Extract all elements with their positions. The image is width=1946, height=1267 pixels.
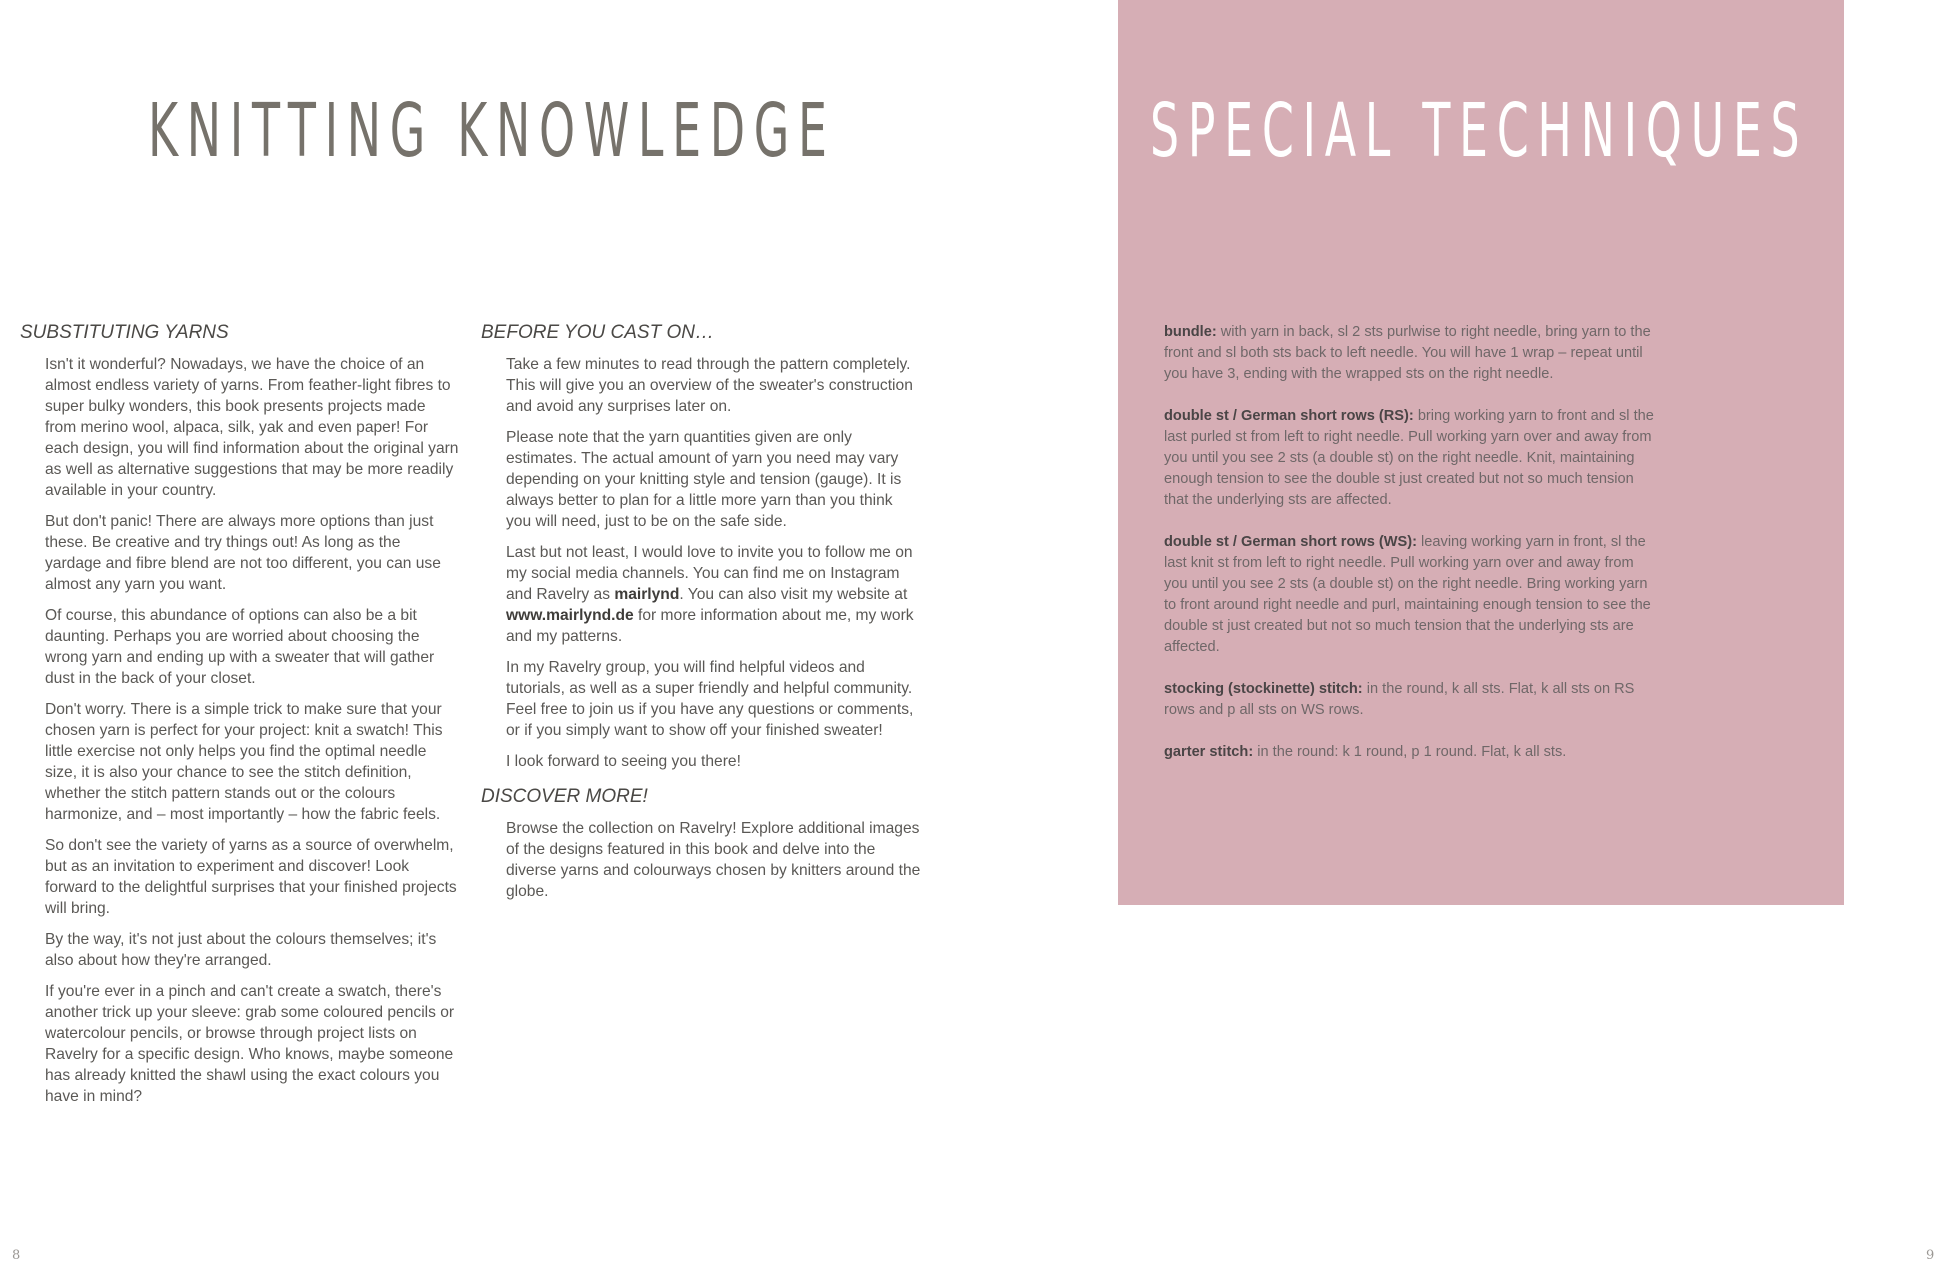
- contact-text: for more information about me, my work and my patterns.: [506, 607, 914, 645]
- paragraph: By the way, it's not just about the colours themselves; it's also about how they're arranged.: [45, 931, 437, 969]
- definition-item: [1164, 679, 1654, 721]
- paragraph: I look forward to seeing you there!: [506, 753, 741, 770]
- definition-term: stocking (stockinette) stitch:: [1164, 681, 1363, 697]
- paragraph: But don't panic! There are always more options than just these. Be creative and try things out! As long as the yardage and fibre blend are not too different, you can use almost any yarn you want.: [45, 513, 441, 593]
- section-heading: BEFORE YOU CAST ON…: [481, 322, 714, 343]
- special-techniques-panel: [1118, 0, 1844, 905]
- definition-text: leaving working yarn in front, sl the last knit st from left to right needle. Pull working yarn over and away from you until you see 2 sts (a double st) on the right needle. Bring working yarn to front around right needle and purl, maintaining enough tension to see the double st just created but not so much tension that the underlying sts are affected.: [1164, 534, 1651, 655]
- definition-item: [1164, 322, 1654, 385]
- contact-text: Last but not least, I would love to invite you to follow me on my social media channels. You can find me on Instagram and Ravelry as: [506, 544, 913, 603]
- column-before-you-cast-on: [481, 322, 921, 912]
- paragraph: Isn't it wonderful? Nowadays, we have the choice of an almost endless variety of yarns. From feather-light fibres to super bulky wonders, this book presents projects made from merino wool, alpaca, silk, yak and even paper! For each design, you will find information about the original yarn as well as alternative suggestions that may be more readily available in your country.: [45, 356, 459, 499]
- definition-item: [1164, 406, 1654, 511]
- paragraph: Of course, this abundance of options can also be a bit daunting. Perhaps you are worried about choosing the wrong yarn and ending up with a sweater that will gather dust in the back of your closet.: [45, 607, 435, 687]
- paragraph: In my Ravelry group, you will find helpful videos and tutorials, as well as a super friendly and helpful community. Feel free to join us if you have any questions or comments, or if you simply want to show off your finished sweater!: [506, 659, 914, 739]
- contact-text: . You can also visit my website at: [679, 586, 908, 603]
- paragraph: If you're ever in a pinch and can't create a swatch, there's another trick up your sleeve: grab some coloured pencils or watercolour pencils, or browse through project lists on Ravelry for a specific design. Who knows, maybe someone has already knitted the shawl using the exact colours you have in mind?: [45, 983, 455, 1105]
- definition-item: [1164, 742, 1654, 763]
- definition-term: bundle:: [1164, 324, 1217, 340]
- page-title: KNITTING KNOWLEDGE: [148, 88, 836, 174]
- paragraph: Browse the collection on Ravelry! Explore additional images of the designs featured in this book and delve into the diverse yarns and colourways chosen by knitters around the globe.: [506, 820, 921, 900]
- paragraph: Don't worry. There is a simple trick to make sure that your chosen yarn is perfect for your project: knit a swatch! This little exercise not only helps you find the optimal needle size, it is also your chance to see the stitch definition, whether the stitch pattern stands out or the colours harmonize, and – most importantly – how the fabric feels.: [45, 701, 443, 823]
- page-number: 8: [12, 1248, 21, 1263]
- page-number: 9: [1926, 1248, 1935, 1263]
- paragraph: Please note that the yarn quantities given are only estimates. The actual amount of yarn you need may vary depending on your knitting style and tension (gauge). It is always better to plan for a little more yarn than you think you will need, just to be on the safe side.: [506, 429, 902, 530]
- definition-term: garter stitch:: [1164, 744, 1254, 760]
- section-heading: DISCOVER MORE!: [481, 786, 648, 807]
- definitions-list: [1164, 322, 1654, 784]
- column-substituting-yarns: [20, 322, 460, 1117]
- paragraph: So don't see the variety of yarns as a source of overwhelm, but as an invitation to experiment and discover! Look forward to the delightful surprises that your finished projects will bring.: [45, 837, 457, 917]
- definition-text: with yarn in back, sl 2 sts purlwise to right needle, bring yarn to the front and sl both sts back to left needle. You will have 1 wrap – repeat until you have 3, ending with the wrapped sts on the right needle.: [1164, 324, 1651, 382]
- definition-term: double st / German short rows (WS):: [1164, 534, 1417, 550]
- page-title: SPECIAL TECHNIQUES: [1150, 88, 1809, 174]
- website-link: www.mairlynd.de: [506, 607, 634, 624]
- definition-text: in the round: k 1 round, p 1 round. Flat, k all sts.: [1257, 744, 1567, 760]
- paragraph: Take a few minutes to read through the pattern completely. This will give you an overview of the sweater's construction and avoid any surprises later on.: [506, 356, 913, 415]
- section-heading: SUBSTITUTING YARNS: [20, 322, 229, 343]
- ravelry-handle: mairlynd: [614, 586, 680, 603]
- definition-text: in the round, k all sts. Flat, k all sts on RS rows and p all sts on WS rows.: [1164, 681, 1635, 718]
- contact-paragraph: [506, 542, 921, 647]
- definition-item: [1164, 532, 1654, 658]
- definition-term: double st / German short rows (RS):: [1164, 408, 1414, 424]
- definition-text: bring working yarn to front and sl the last purled st from left to right needle. Pull working yarn over and away from you until you see 2 sts (a double st) on the right needle. Knit, maintaining enough tension to see the double st just created but not so much tension that the underlying sts are affected.: [1164, 408, 1654, 508]
